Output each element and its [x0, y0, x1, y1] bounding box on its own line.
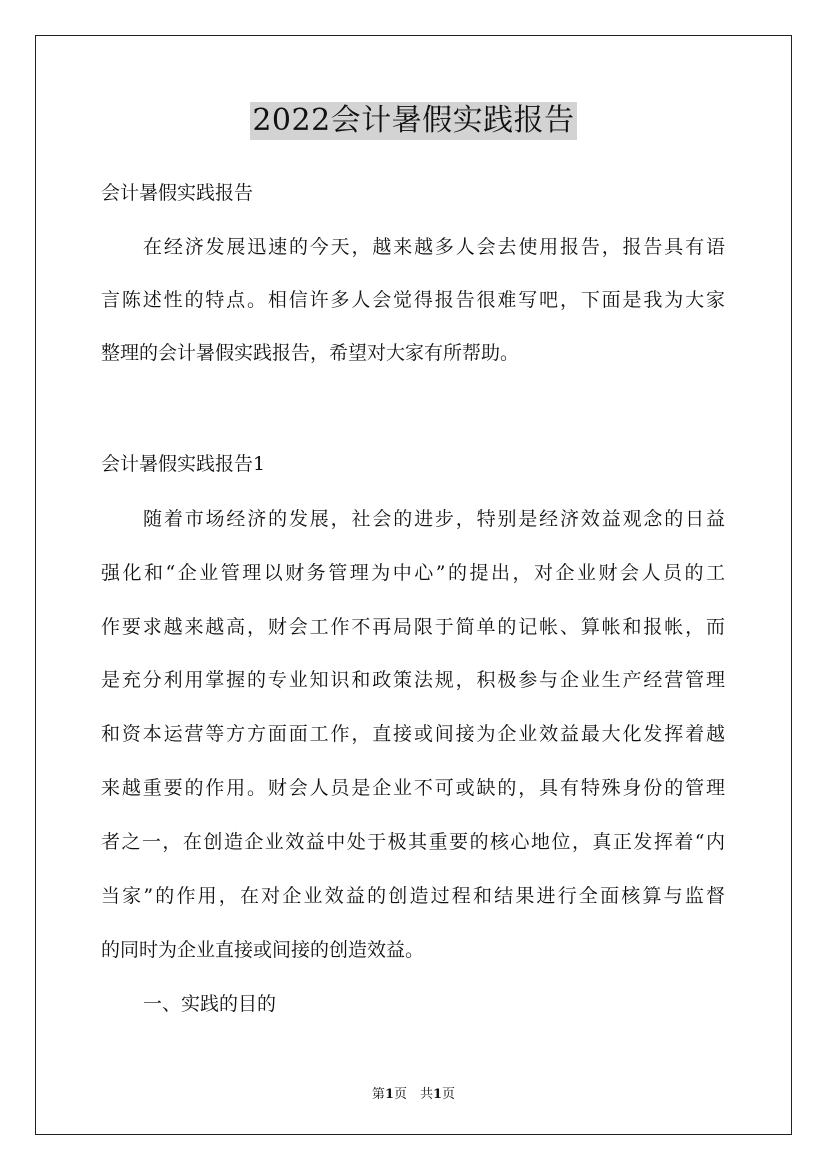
body-line-4: 是充分利用掌握的专业知识和政策法规，积极参与企业生产经营管理 — [101, 669, 725, 691]
body-line-8: 当家”的作用，在对企业效益的创造过程和结果进行全面核算与监督 — [101, 885, 725, 907]
intro-line-3: 整理的会计暑假实践报告，希望对大家有所帮助。 — [101, 342, 520, 364]
section-heading: 会计暑假实践报告1 — [101, 453, 266, 475]
body-line-3: 作要求越来越高，财会工作不再局限于简单的记帐、算帐和报帐，而 — [101, 616, 725, 638]
subheading: 会计暑假实践报告 — [101, 182, 254, 204]
footer-page-number: 1 — [384, 1087, 394, 1102]
section-one-heading: 一、实践的目的 — [143, 993, 277, 1015]
page-footer — [0, 1083, 827, 1102]
intro-line-2: 言陈述性的特点。相信许多人会觉得报告很难写吧，下面是我为大家 — [101, 289, 725, 311]
body-line-9: 的同时为企业直接或间接的创造效益。 — [101, 939, 425, 961]
footer-suffix: 页 — [442, 1087, 456, 1102]
footer-mid: 页 共 — [393, 1087, 433, 1102]
intro-line-1: 在经济发展迅速的今天，越来越多人会去使用报告，报告具有语 — [143, 236, 725, 258]
document-title: 2022会计暑假实践报告 — [252, 103, 575, 138]
footer-total-pages: 1 — [433, 1087, 443, 1102]
title-container — [0, 102, 827, 140]
body-line-5: 和资本运营等方方面面工作，直接或间接为企业效益最大化发挥着越 — [101, 723, 725, 745]
footer-prefix: 第 — [371, 1087, 385, 1102]
body-line-7: 者之一，在创造企业效益中处于极其重要的核心地位，真正发挥着“内 — [101, 831, 725, 853]
body-line-1: 随着市场经济的发展，社会的进步，特别是经济效益观念的日益 — [143, 508, 725, 530]
body-line-6: 来越重要的作用。财会人员是企业不可或缺的，具有特殊身份的管理 — [101, 777, 725, 799]
body-line-2: 强化和“企业管理以财务管理为中心”的提出，对企业财会人员的工 — [101, 562, 725, 584]
